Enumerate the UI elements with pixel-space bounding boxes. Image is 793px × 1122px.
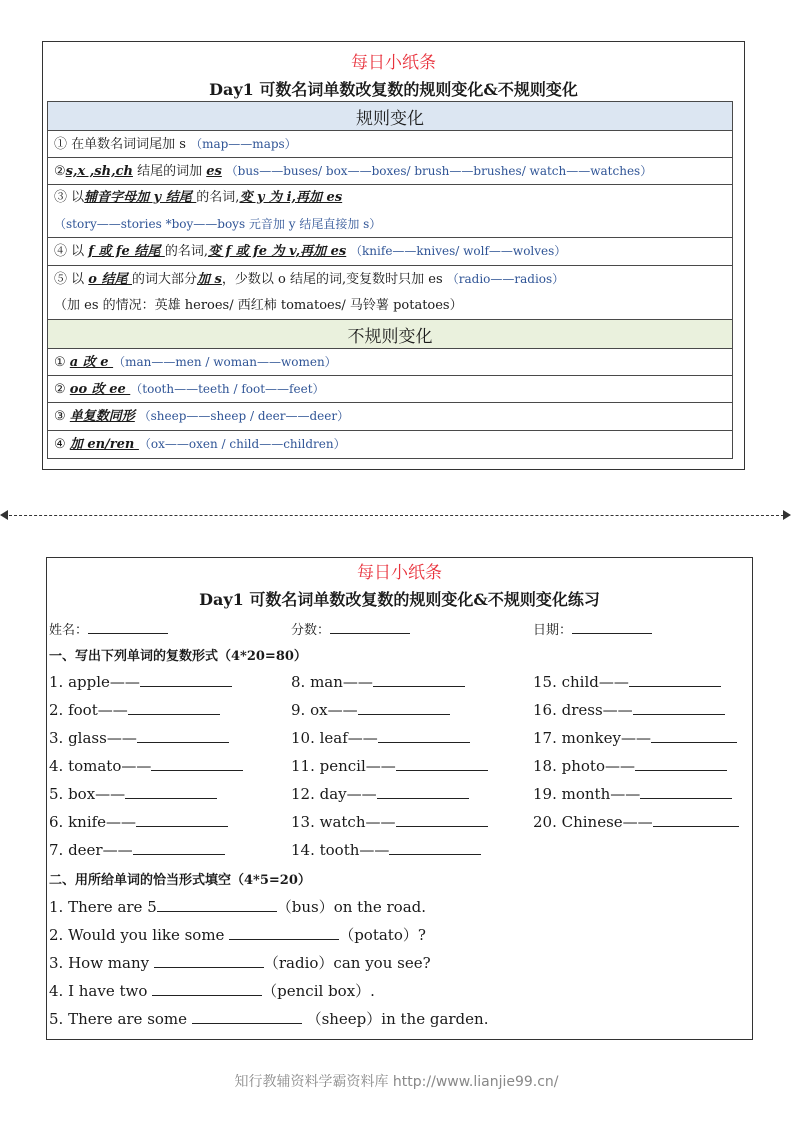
rule-row-1: ① 在单数名词词尾加 s （map——maps） xyxy=(48,131,732,158)
card1-title: 每日小纸条 xyxy=(351,53,436,73)
date-field: 日期： xyxy=(533,619,652,638)
plural-item: 20. Chinese—— xyxy=(533,812,739,831)
plural-item: 9. ox—— xyxy=(291,700,450,719)
score-blank[interactable] xyxy=(330,619,410,634)
answer-blank[interactable] xyxy=(377,784,469,799)
irregular-row-1: ① a 改 e （man——men / woman——women） xyxy=(48,349,732,376)
plural-item: 3. glass—— xyxy=(49,728,229,747)
fill-blank[interactable] xyxy=(157,897,277,912)
section1-heading: 一、写出下列单词的复数形式（4*20=80） xyxy=(49,649,307,664)
answer-blank[interactable] xyxy=(640,784,732,799)
irregular-row-2: ② oo 改 ee （tooth——teeth / foot——feet） xyxy=(48,376,732,403)
plural-item: 7. deer—— xyxy=(49,840,225,859)
answer-blank[interactable] xyxy=(151,756,243,771)
plural-item: 16. dress—— xyxy=(533,700,725,719)
plural-item: 14. tooth—— xyxy=(291,840,481,859)
plural-item: 8. man—— xyxy=(291,672,465,691)
fill-blank[interactable] xyxy=(192,1009,302,1024)
answer-blank[interactable] xyxy=(635,756,727,771)
card1-subtitle: Day1 可数名词单数改复数的规则变化&不规则变化 xyxy=(209,80,578,99)
fill-blank[interactable] xyxy=(229,925,339,940)
answer-blank[interactable] xyxy=(653,812,739,827)
plural-item: 15. child—— xyxy=(533,672,721,691)
fill-blank[interactable] xyxy=(152,981,262,996)
exercise-card xyxy=(46,557,753,1040)
section2-heading: 二、用所给单词的恰当形式填空（4*5=20） xyxy=(49,873,311,888)
arrow-right-icon xyxy=(783,510,791,520)
fill-item: 5. There are some （sheep）in the garden. xyxy=(49,1010,489,1028)
plural-item: 4. tomato—— xyxy=(49,756,243,775)
card2-subtitle: Day1 可数名词单数改复数的规则变化&不规则变化练习 xyxy=(199,590,600,609)
rule-row-3: ③ 以辅音字母加 y 结尾 的名词,变 y 为 i,再加 es （story——stories *boy——boys 元音加 y 结尾直接加 s） xyxy=(48,185,732,238)
plural-item: 5. box—— xyxy=(49,784,217,803)
footer-watermark: 知行教辅资料学霸资料库 http://www.lianjie99.cn/ xyxy=(234,1074,559,1090)
rule-row-4: ④ 以 f 或 fe 结尾 的名词,变 f 或 fe 为 v,再加 es （knife——knives/ wolf——wolves） xyxy=(48,238,732,266)
rules-card xyxy=(42,41,745,470)
plural-item: 1. apple—— xyxy=(49,672,232,691)
answer-blank[interactable] xyxy=(128,700,220,715)
rule-row-2: ②s,x ,sh,ch 结尾的词加 es （bus——buses/ box——boxes/ brush——brushes/ watch——watches） xyxy=(48,158,732,185)
fill-item: 1. There are 5 （bus）on the road. xyxy=(49,898,427,916)
answer-blank[interactable] xyxy=(396,756,488,771)
answer-blank[interactable] xyxy=(373,672,465,687)
regular-header: 规则变化 xyxy=(48,102,732,131)
date-blank[interactable] xyxy=(572,619,652,634)
answer-blank[interactable] xyxy=(125,784,217,799)
answer-blank[interactable] xyxy=(378,728,470,743)
answer-blank[interactable] xyxy=(136,812,228,827)
card2-title: 每日小纸条 xyxy=(357,563,442,583)
rules-table xyxy=(47,101,733,459)
name-field: 姓名： xyxy=(49,619,168,638)
score-field: 分数： xyxy=(291,619,410,638)
plural-item: 18. photo—— xyxy=(533,756,727,775)
answer-blank[interactable] xyxy=(629,672,721,687)
answer-blank[interactable] xyxy=(396,812,488,827)
cut-line xyxy=(4,515,789,517)
answer-blank[interactable] xyxy=(137,728,229,743)
answer-blank[interactable] xyxy=(358,700,450,715)
fill-item: 2. Would you like some （potato）? xyxy=(49,926,426,944)
plural-item: 11. pencil—— xyxy=(291,756,488,775)
fill-blank[interactable] xyxy=(154,953,264,968)
plural-item: 19. month—— xyxy=(533,784,732,803)
plural-item: 12. day—— xyxy=(291,784,469,803)
plural-item: 2. foot—— xyxy=(49,700,220,719)
answer-blank[interactable] xyxy=(140,672,232,687)
plural-item: 17. monkey—— xyxy=(533,728,737,747)
rule-row-5: ⑤ 以 o 结尾 的词大部分加 s，少数以 o 结尾的词,变复数时只加 es （radio——radios） （加 es 的情况：英雄 heroes/ 西红柿 tomatoes/ 马铃薯 potatoes） xyxy=(48,266,732,320)
irregular-row-4: ④ 加 en/ren （ox——oxen / child——children） xyxy=(54,437,346,452)
plural-item: 6. knife—— xyxy=(49,812,228,831)
plural-item: 13. watch—— xyxy=(291,812,488,831)
answer-blank[interactable] xyxy=(133,840,225,855)
answer-blank[interactable] xyxy=(389,840,481,855)
irregular-row-3: ③ 单复数同形 （sheep——sheep / deer——deer） xyxy=(48,403,732,431)
fill-item: 4. I have two （pencil box）. xyxy=(49,982,375,1000)
answer-blank[interactable] xyxy=(633,700,725,715)
answer-blank[interactable] xyxy=(651,728,737,743)
irregular-header: 不规则变化 xyxy=(48,320,732,349)
fill-item: 3. How many （radio）can you see? xyxy=(49,954,431,972)
plural-item: 10. leaf—— xyxy=(291,728,470,747)
name-blank[interactable] xyxy=(88,619,168,634)
